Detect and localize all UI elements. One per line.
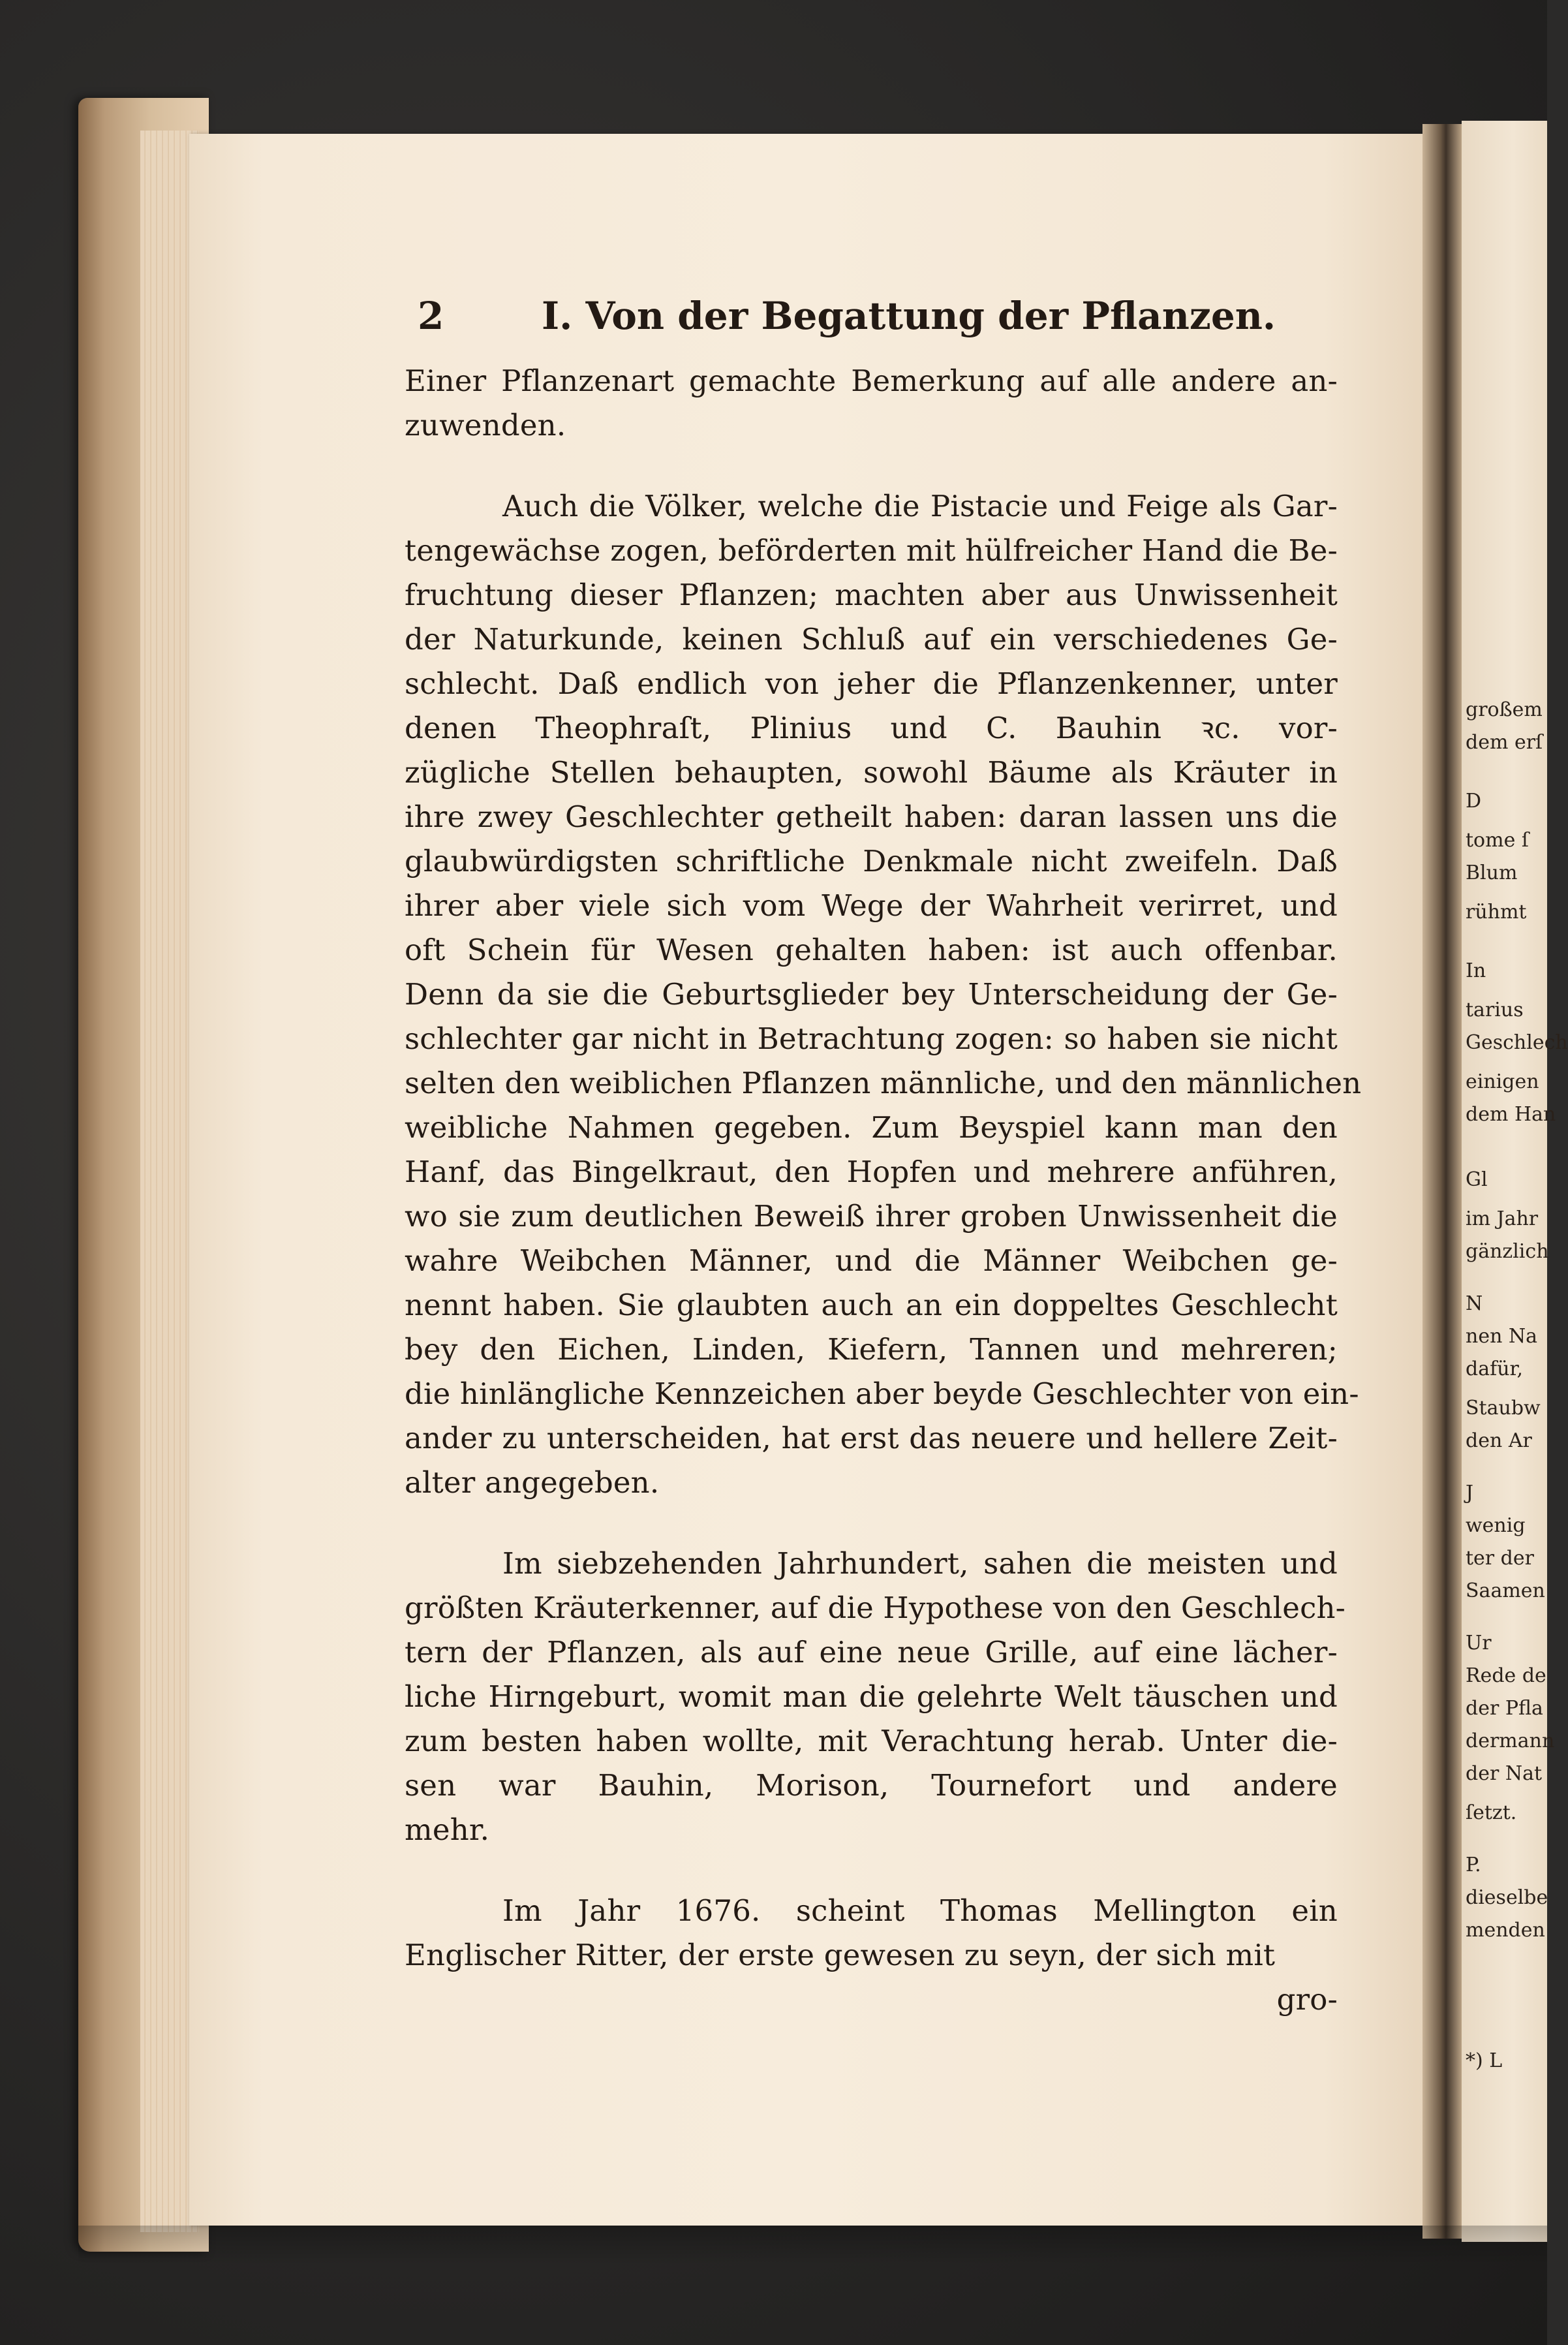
text-line: selten den weiblichen Pflanzen männliche, und den männlichen [405,1066,1362,1100]
facing-page-fragment: In [1466,959,1486,982]
facing-page-fragment: der Nat [1466,1762,1543,1785]
facing-page-fragment: Saamen [1466,1579,1545,1602]
bottom-shadow [78,2226,1547,2265]
facing-page-fragment: J [1466,1482,1474,1504]
text-line: tern der Pflanzen, als auf eine neue Grille, auf eine lächer- [405,1635,1338,1669]
text-line: zügliche Stellen behaupten, sowohl Bäume als Kräuter in [405,755,1338,790]
text-line: Einer Pflanzenart gemachte Bemerkung auf alle andere an- [405,364,1338,398]
facing-page-fragment: rühmt [1466,901,1527,924]
facing-page-fragment: einigen [1466,1070,1539,1093]
facing-page-fragment: ſetzt. [1466,1801,1517,1824]
facing-page-fragment: tome ſ [1466,829,1529,852]
text-line: ander zu unterscheiden, hat erst das neuere und hellere Zeit- [405,1421,1338,1455]
text-line: glaubwürdigsten schriftliche Denkmale nicht zweifeln. Daß [405,844,1338,878]
facing-page-fragment: ter der [1466,1547,1534,1570]
facing-page-fragment: dermann [1466,1730,1555,1752]
text-line: der Naturkunde, keinen Schluß auf ein verschiedenes Ge- [405,622,1338,657]
facing-page-fragment: dem Han [1466,1103,1556,1126]
text-line: weibliche Nahmen gegeben. Zum Beyspiel kann man den [405,1110,1338,1145]
text-line: ihrer aber viele sich vom Wege der Wahrheit verirret, und [405,888,1338,923]
text-line: alter angegeben. [405,1465,660,1500]
facing-page-fragment: dafür, [1466,1358,1524,1380]
text-line: liche Hirngeburt, womit man die gelehrte Welt täuschen und [405,1679,1338,1714]
text-line: fruchtung dieser Pflanzen; machten aber aus Unwissenheit [405,578,1338,612]
facing-page-fragment: nen Na [1466,1325,1538,1348]
facing-page-fragment: N [1466,1292,1483,1315]
facing-page-fragment: menden [1466,1919,1545,1942]
facing-page-fragment: Staubw [1466,1397,1541,1420]
text-line: zuwenden. [405,408,566,443]
text-line: wahre Weibchen Männer, und die Männer Weibchen ge- [405,1243,1338,1278]
facing-page-fragment: tarius [1466,999,1524,1021]
facing-page-fragment: dieselbe [1466,1886,1548,1909]
paragraph [405,1542,1346,1852]
text-line: sen war Bauhin, Morison, Tournefort und andere [405,1768,1338,1803]
text-line: Englischer Ritter, der erste gewesen zu seyn, der sich mit [405,1938,1276,1972]
facing-page-fragment: wenig [1466,1514,1526,1537]
paragraph [405,1889,1338,1978]
facing-page-fragment: D [1466,790,1482,813]
facing-page-fragment: gänzlich [1466,1240,1549,1263]
facing-page-fragment: der Pfla [1466,1697,1543,1720]
text-line: wo sie zum deutlichen Beweiß ihrer groben Unwissenheit die [405,1199,1338,1234]
body-text [405,359,1362,1978]
facing-page [1462,121,1568,2242]
text-line: Denn da sie die Geburtsglieder bey Unterscheidung der Ge- [405,977,1338,1012]
text-line: größten Kräuterkenner, auf die Hypothese von den Geschlech- [405,1591,1346,1625]
text-line: oft Schein für Wesen gehalten haben: ist auch offenbar. [405,933,1338,967]
paragraph [405,484,1362,1505]
text-line: schlechter gar nicht in Betrachtung zogen: so haben sie nicht [405,1021,1338,1056]
text-line: schlecht. Daß endlich von jeher die Pflanzenkenner, unter [405,666,1338,701]
book-gutter [1422,124,1462,2239]
facing-page-fragment: Gl [1466,1168,1488,1191]
facing-page-fragment: Blum [1466,862,1518,884]
catchword: gro- [1276,1982,1338,2017]
chapter-title: I. Von der Begattung der Pflanzen. [542,294,1276,338]
facing-page-fragment: im Jahr [1466,1207,1539,1230]
facing-page-fragment: dem erſ [1466,731,1543,754]
facing-page-fragment: *) L [1466,2049,1503,2072]
text-line: Auch die Völker, welche die Pistacie und Feige als Gar- [502,489,1338,523]
facing-page-fragment: Ur [1466,1632,1492,1654]
page-number: 2 [418,294,444,338]
text-line: die hinlängliche Kennzeichen aber beyde Geschlechter von ein- [405,1376,1359,1411]
text-line: Hanf, das Bingelkraut, den Hopfen und mehrere anführen, [405,1155,1338,1189]
text-line: denen Theophraſt, Plinius und C. Bauhin ꝛc. vor- [405,711,1338,745]
facing-page-fragment: den Ar [1466,1429,1532,1452]
facing-page-fragment: Geschlech [1466,1031,1568,1054]
text-line: nennt haben. Sie glaubten auch an ein doppeltes Geschlecht [405,1288,1338,1322]
page-text [405,287,1362,2022]
text-line: tengewächse zogen, beförderten mit hülfreicher Hand die Be- [405,533,1338,568]
text-line: mehr. [405,1812,490,1847]
text-line: Im siebzehenden Jahrhundert, sahen die meisten und [502,1546,1338,1581]
text-line: Im Jahr 1676. scheint Thomas Mellington ein [502,1893,1338,1928]
facing-page-fragment: P. [1466,1854,1481,1876]
facing-page-fragment: großem [1466,698,1543,721]
paragraph [405,359,1338,448]
text-line: bey den Eichen, Linden, Kiefern, Tannen und mehreren; [405,1332,1338,1367]
facing-page-fragment: Rede de [1466,1664,1546,1687]
running-header [405,287,1338,359]
text-line: zum besten haben wollte, mit Verachtung herab. Unter die- [405,1724,1338,1758]
text-line: ihre zwey Geschlechter getheilt haben: daran lassen uns die [405,800,1338,834]
